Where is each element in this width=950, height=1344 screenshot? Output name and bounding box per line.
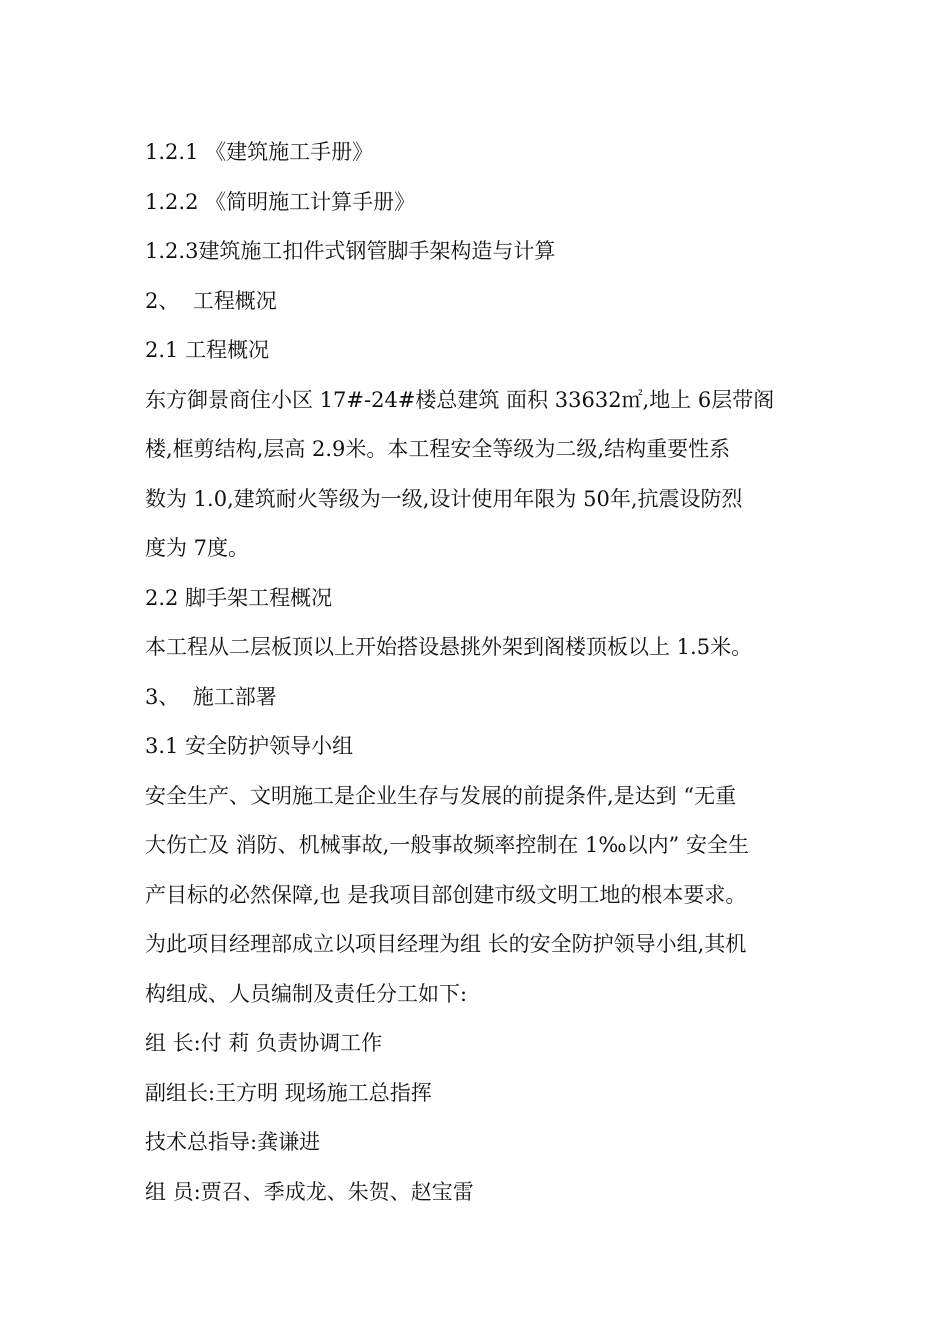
section-heading-2-1: 2.1 工程概况	[145, 338, 270, 362]
paragraph-line: 东方御景商住小区 17#-24#楼总建筑 面积 33632㎡,地上 6层带阁	[145, 387, 775, 412]
tech-director-line: 技术总指导:龚谦进	[145, 1130, 321, 1154]
paragraph-line: 为此项目经理部成立以项目经理为组 长的安全防护领导小组,其机	[145, 932, 747, 956]
document-body	[145, 128, 810, 1217]
vice-leader-line: 副组长:王方明 现场施工总指挥	[145, 1080, 432, 1105]
paragraph-line: 楼,框剪结构,层高 2.9米。本工程安全等级为二级,结构重要性系	[145, 437, 731, 461]
reference-item-1-2-2: 1.2.2 《简明施工计算手册》	[145, 189, 416, 214]
paragraph-line: 大伤亡及 消防、机械事故,一般事故频率控制在 1‰以内” 安全生	[145, 833, 749, 857]
section-heading-2: 2、 工程概况	[145, 288, 277, 313]
paragraph-project-overview	[145, 376, 810, 574]
group-members-line: 组 员:贾召、季成龙、朱贺、赵宝雷	[145, 1179, 474, 1204]
section-heading-3: 3、 施工部署	[145, 684, 277, 709]
paragraph-line: 数为 1.0,建筑耐火等级为一级,设计使用年限为 50年,抗震设防烈	[145, 486, 743, 511]
section-heading-2-2: 2.2 脚手架工程概况	[145, 585, 333, 610]
reference-item-1-2-3: 1.2.3建筑施工扣件式钢管脚手架构造与计算	[145, 239, 556, 263]
group-leader-line: 组 长:付 莉 负责协调工作	[145, 1031, 383, 1055]
paragraph-line: 安全生产、文明施工是企业生存与发展的前提条件,是达到 “无重	[145, 783, 737, 808]
section-heading-3-1: 3.1 安全防护领导小组	[145, 734, 354, 758]
paragraph-safety-group	[145, 772, 810, 1020]
paragraph-line: 产目标的必然保障,也 是我项目部创建市级文明工地的根本要求。	[145, 882, 747, 907]
paragraph-line: 构组成、人员编制及责任分工如下:	[145, 981, 468, 1006]
paragraph-scaffold-overview: 本工程从二层板顶以上开始搭设悬挑外架到阁楼顶板以上 1.5米。	[145, 635, 753, 659]
paragraph-line: 度为 7度。	[145, 536, 250, 560]
reference-item-1-2-1: 1.2.1 《建筑施工手册》	[145, 140, 374, 164]
